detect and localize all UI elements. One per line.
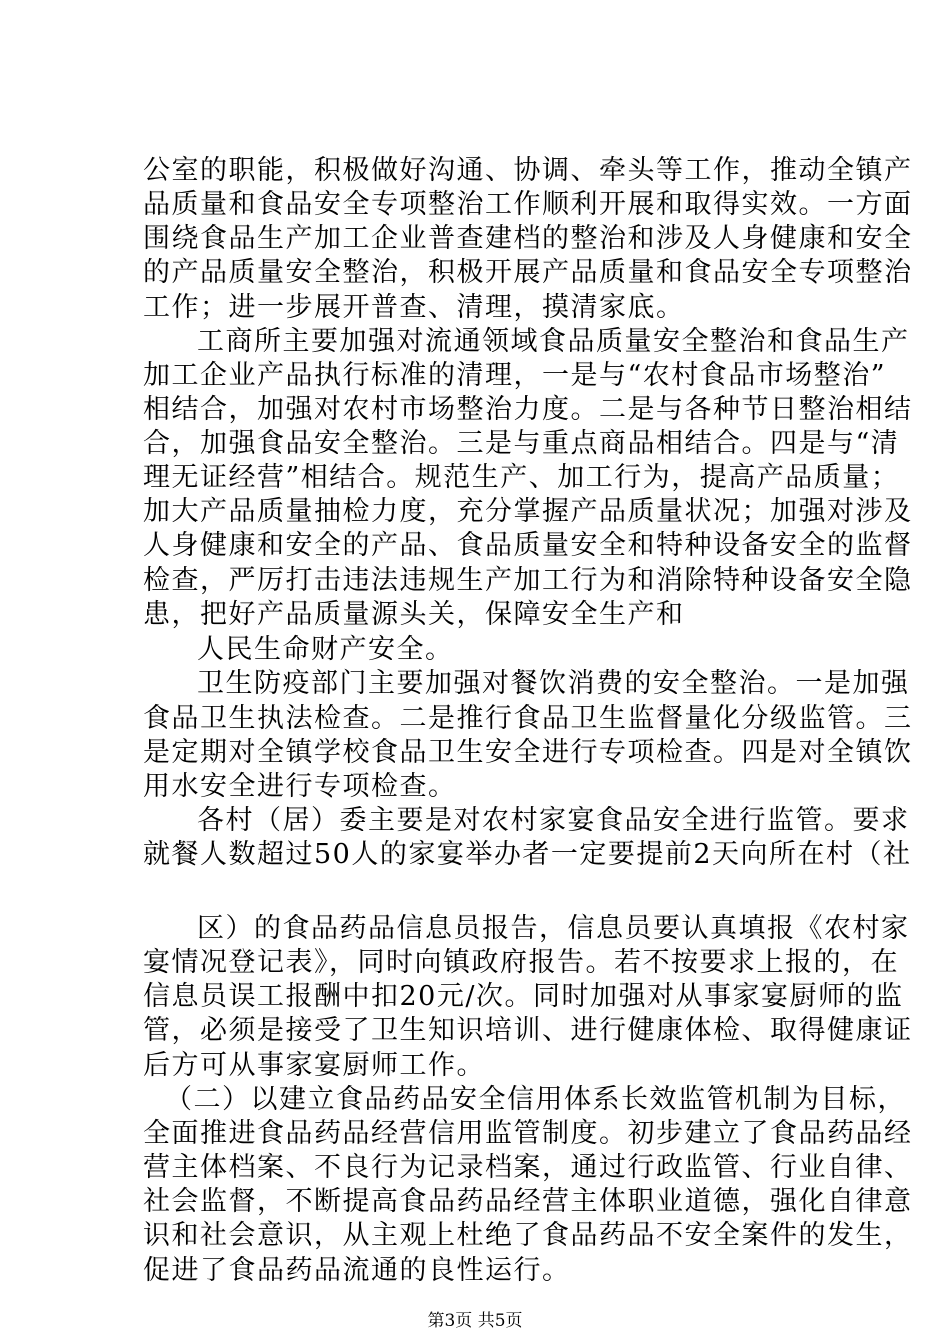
text-line-29: 营主体档案、不良行为记录档案，通过行政监管、行业自律、	[143, 1152, 913, 1183]
text-line-12: 人身健康和安全的产品、食品质量安全和特种设备安全的监督	[143, 530, 913, 561]
text-line-32: 促进了食品药品流通的良性运行。	[143, 1255, 571, 1286]
text-line-2: 品质量和食品安全专项整治工作顺利开展和取得实效。一方面	[143, 189, 913, 220]
text-line-10: 理无证经营”相结合。规范生产、加工行为，提高产品质量；	[143, 462, 900, 493]
text-line-6: 工商所主要加强对流通领域食品质量安全整治和食品生产	[197, 326, 910, 357]
text-line-17: 食品卫生执法检查。二是推行食品卫生监督量化分级监管。三	[143, 703, 913, 734]
text-line-27: （二）以建立食品药品安全信用体系长效监管机制为目标，	[165, 1084, 906, 1115]
page-footer: 第3页 共5页	[427, 1311, 523, 1331]
text-line-11: 加大产品质量抽检力度，充分掌握产品质量状况；加强对涉及	[143, 496, 913, 527]
text-line-8: 相结合，加强对农村市场整治力度。二是与各种节日整治相结	[143, 394, 913, 425]
text-line-25: 管，必须是接受了卫生知识培训、进行健康体检、取得健康证	[143, 1015, 913, 1046]
text-line-23: 宴情况登记表》，同时向镇政府报告。若不按要求上报的，在	[143, 947, 899, 978]
text-line-16: 卫生防疫部门主要加强对餐饮消费的安全整治。一是加强	[197, 668, 910, 699]
text-line-7: 加工企业产品执行标准的清理，一是与“农村食品市场整治”	[143, 360, 887, 391]
text-line-15: 人民生命财产安全。	[197, 634, 454, 665]
text-line-28: 全面推进食品药品经营信用监管制度。初步建立了食品药品经	[143, 1118, 913, 1149]
text-line-20: 各村（居）委主要是对农村家宴食品安全进行监管。要求	[197, 805, 910, 836]
text-line-31: 识和社会意识，从主观上杜绝了食品药品不安全案件的发生，	[143, 1220, 913, 1251]
text-line-9: 合，加强食品安全整治。三是与重点商品相结合。四是与“清	[143, 428, 900, 459]
text-line-21: 就餐人数超过50人的家宴举办者一定要提前2天向所在村（社	[143, 839, 912, 870]
text-line-18: 是定期对全镇学校食品卫生安全进行专项检查。四是对全镇饮	[143, 737, 913, 768]
text-line-13: 检查，严厉打击违法违规生产加工行为和消除特种设备安全隐	[143, 565, 913, 596]
text-line-22: 区）的食品药品信息员报告，信息员要认真填报《农村家	[197, 913, 910, 944]
text-line-5: 工作；进一步展开普查、清理，摸清家底。	[143, 292, 685, 323]
text-line-26: 后方可从事家宴厨师工作。	[143, 1050, 485, 1081]
text-line-14: 患，把好产品质量源头关，保障安全生产和	[143, 599, 685, 630]
text-line-30: 社会监督，不断提高食品药品经营主体职业道德，强化自律意	[143, 1186, 913, 1217]
text-line-19: 用水安全进行专项检查。	[143, 771, 457, 802]
text-line-1: 公室的职能，积极做好沟通、协调、牵头等工作，推动全镇产	[143, 155, 913, 186]
text-line-3: 围绕食品生产加工企业普查建档的整治和涉及人身健康和安全	[143, 223, 913, 254]
text-line-24: 信息员误工报酬中扣20元/次。同时加强对从事家宴厨师的监	[143, 981, 904, 1012]
text-line-4: 的产品质量安全整治，积极开展产品质量和食品安全专项整治	[143, 257, 913, 288]
